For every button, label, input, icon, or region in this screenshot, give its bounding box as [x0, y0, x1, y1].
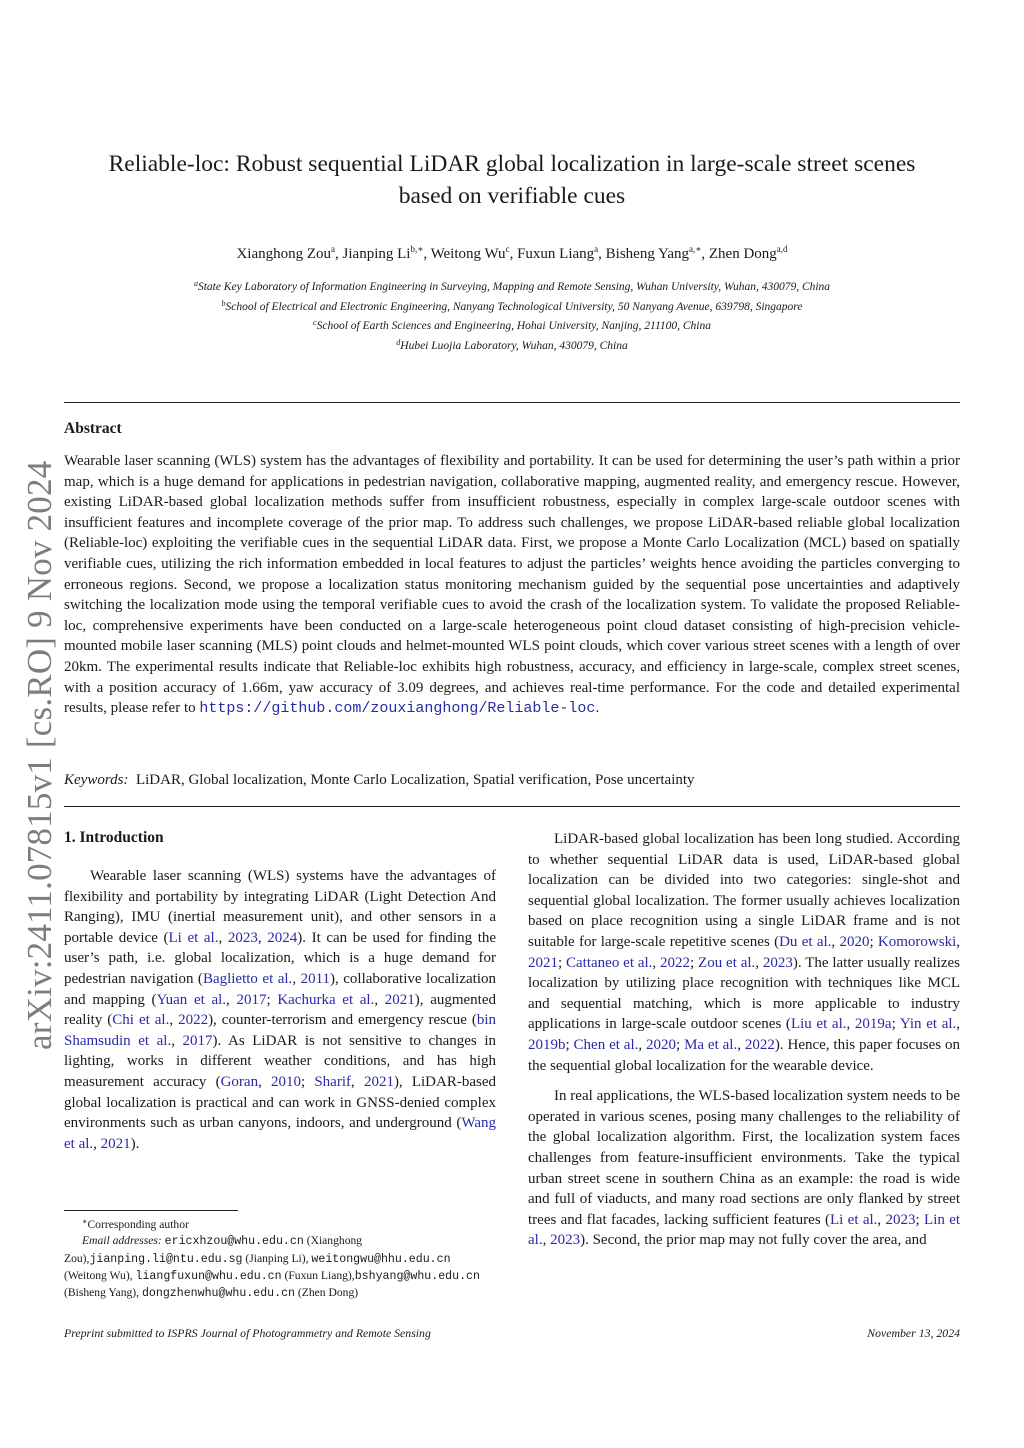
author-name: Zhen Dong: [708, 246, 777, 262]
author-affiliation-mark: a,d: [776, 244, 788, 254]
citation-link[interactable]: 2010: [271, 1073, 301, 1090]
footnote: [64, 1214, 496, 1302]
affiliation-text: State Key Laboratory of Information Engineering in Surveying, Mapping and Remote Sensing, Wuhan University, Wuhan, 430079, China: [197, 281, 831, 293]
email-address[interactable]: dongzhenwhu@whu.edu.cn: [141, 1287, 296, 1301]
citation-link[interactable]: Cattaneo et al.: [566, 954, 653, 971]
citation-link[interactable]: Chi et al.: [112, 1012, 170, 1029]
corresponding-mark: ∗: [82, 1217, 88, 1226]
citation-link[interactable]: Yuan et al.: [156, 991, 227, 1008]
email-owner: (Bisheng Yang),: [64, 1286, 142, 1300]
citation-link[interactable]: 2017: [182, 1032, 213, 1049]
citation-link[interactable]: Komorowski: [877, 933, 957, 950]
affiliation-line: [64, 335, 960, 355]
affiliation-mark: c: [313, 318, 317, 327]
email-address[interactable]: liangfuxun@whu.edu.cn: [135, 1269, 282, 1283]
citation-link[interactable]: 2024: [267, 929, 298, 946]
citation-link[interactable]: 2023: [227, 929, 258, 946]
citation-link[interactable]: 2019b: [528, 1036, 566, 1053]
author-affiliation-mark: a: [331, 244, 336, 254]
citation-link[interactable]: Sharif: [314, 1073, 352, 1090]
abstract-body: [64, 451, 960, 720]
email-address[interactable]: bshyang@whu.edu.cn: [354, 1269, 480, 1283]
author-name: Xianghong Zou: [236, 246, 332, 262]
email-owner: (Xianghong Zou),: [64, 1234, 363, 1265]
author-name: Weitong Wu: [430, 246, 506, 262]
email-addresses: [64, 1233, 496, 1302]
citation-link[interactable]: Baglietto et al.: [202, 970, 293, 987]
citation-link[interactable]: 2023: [762, 954, 793, 971]
email-owner: (Fuxun Liang),: [281, 1268, 355, 1282]
right-column: [528, 829, 960, 1251]
citation-link[interactable]: Kachurka et al.: [277, 991, 375, 1008]
citation-link[interactable]: Ma et al.: [684, 1036, 738, 1053]
citation-link[interactable]: 2021: [384, 991, 415, 1008]
code-repository-link[interactable]: https://github.com/zouxianghong/Reliable-loc: [199, 700, 596, 718]
citation-link[interactable]: Liu et al.: [790, 1016, 847, 1033]
affiliation-mark: b: [221, 298, 226, 308]
citation-link[interactable]: 2021: [100, 1135, 131, 1152]
paper-title: [64, 148, 960, 212]
email-owner: (Weitong Wu),: [64, 1268, 136, 1282]
email-label: Email addresses:: [82, 1234, 165, 1248]
author-affiliation-mark: c: [505, 244, 510, 254]
title-line-2: based on verifiable cues: [398, 183, 626, 209]
citation-link[interactable]: 2022: [660, 954, 691, 971]
author-list: Xianghong Zou$^a$, Jianping $Li^{b,∗}$, Weitong Wu$^c$, Fuxun Liang$^a$, Bisheng Yang$^{a,∗}$, Zhen Dong$^{a,d}$: [236, 244, 788, 262]
citation-link[interactable]: 2022: [178, 1012, 209, 1029]
title-line-1: Reliable-loc: Robust sequential LiDAR global localization in large-scale street scenes: [108, 151, 916, 177]
footnote-rule: [64, 1210, 238, 1211]
author-name: Jianping Li: [342, 246, 411, 262]
email-address[interactable]: jianping.li@ntu.edu.sg: [89, 1252, 243, 1266]
affiliation-line: [64, 276, 960, 296]
author-name: Bisheng Yang: [605, 246, 690, 262]
corresponding-author-label: Corresponding author: [87, 1218, 189, 1231]
citation-link[interactable]: Lin et al.: [528, 1211, 961, 1249]
affiliation-mark: d: [396, 337, 401, 347]
arxiv-identifier-stamp: arXiv:2411.07815v1 [cs.RO] 9 Nov 2024: [20, 460, 59, 1050]
citation-link[interactable]: 2020: [646, 1036, 677, 1053]
citation-link[interactable]: 2011: [300, 970, 331, 987]
email-address[interactable]: weitongwu@hhu.edu.cn: [311, 1252, 451, 1266]
citation-link[interactable]: Zou et al.: [698, 954, 756, 971]
keywords-text: LiDAR, Global localization, Monte Carlo Localization, Spatial verification, Pose uncertainty: [135, 772, 695, 788]
abstract-heading: Abstract: [64, 420, 122, 437]
affiliation-line: [64, 315, 960, 335]
citation-link[interactable]: 2023: [550, 1232, 581, 1249]
citation-link[interactable]: 2020: [839, 933, 870, 950]
citation-link[interactable]: 2021: [528, 954, 558, 971]
email-owner: (Zhen Dong): [295, 1286, 359, 1300]
affiliation-list: [64, 276, 960, 354]
keywords: [64, 770, 960, 790]
email-address[interactable]: ericxhzou@whu.edu.cn: [164, 1235, 304, 1249]
intro-paragraph-2: LiDAR-based global localization has been long studied. According to whether sequential LiDAR data is used, LiDAR-based global localization can be divided into two categories: single-shot and sequential global localization. The former usually achieves localization based on place recognition using a single LiDAR frame and is not suitable for large-scale repetitive scenes (Du et al., 2020; Komorowski, 2021; Cattaneo et al., 2022; Zou et al., 2023). The latter usually realizes localization by utilizing place recognition with techniques like MCL and sequential matching, which is more applicable to industry applications in large-scale outdoor scenes (Liu et al., 2019a; Yin et al., 2019b; Chen et al., 2020; Ma et al., 2022). Hence, this paper focuses on the sequential global localization for the wearable device.: [528, 831, 961, 1074]
author-affiliation-mark: b,∗: [410, 244, 424, 254]
citation-link[interactable]: Wang et al.: [64, 1115, 496, 1152]
affiliation-line: [64, 296, 960, 316]
citation-link[interactable]: Yin et al.: [899, 1016, 957, 1033]
author-affiliation-mark: a,∗: [689, 244, 702, 254]
abstract-text: Wearable laser scanning (WLS) system has the advantages of flexibility and portability. It can be used for determining the user’s path within a prior map, which is a huge demand for applications in pedestrian navigation, collaborative mapping, augmented reality, and emergency rescue. However, existing LiDAR-based global localization methods suffer from insufficient robustness, especially in complex large-scale outdoor scenes with insufficient features and incomplete coverage of the prior map. To address such challenges, we propose LiDAR-based reliable global localization (Reliable-loc) exploiting the verifiable cues in the sequential LiDAR data. First, we propose a Monte Carlo Localization (MCL) based on spatially verifiable cues, utilizing the rich information embedded in local features to adjust the particles’ weights hence avoiding the particles converging to erroneous regions. Second, we propose a localization status monitoring mechanism guided by the sequential pose uncertainties and adaptively switching the localization mode using the temporal verifiable cues to avoid the crash of the localization system. To validate the proposed Reliable-loc, comprehensive experiments have been conducted on a large-scale heterogeneous point cloud dataset consisting of high-precision vehicle-mounted mobile laser scanning (MLS) point clouds and helmet-mounted WLS point clouds, which cover various street scenes with a length of over 20km. The experimental results indicate that Reliable-loc exhibits high robustness, accuracy, and efficiency in large-scale, complex street scenes, with a position accuracy of 1.66m, yaw accuracy of 3.09 degrees, and achieves real-time performance. For the code and detailed experimental results, please refer to: [64, 453, 960, 717]
citation-link[interactable]: 2023: [885, 1211, 916, 1228]
abstract-bottom-rule: [64, 806, 960, 807]
affiliation-mark: a: [193, 279, 198, 288]
citation-link[interactable]: Goran: [220, 1073, 259, 1090]
citation-link[interactable]: Du et al.: [779, 933, 832, 950]
citation-link[interactable]: Li et al.: [830, 1211, 878, 1228]
footer-journal: Preprint submitted to ISPRS Journal of Photogrammetry and Remote Sensing: [64, 1326, 431, 1340]
footer-date: November 13, 2024: [867, 1326, 960, 1340]
affiliation-text: School of Electrical and Electronic Engineering, Nanyang Technological University, 50 Nanyang Avenue, 639798, Singapore: [225, 300, 803, 313]
citation-link[interactable]: 2021: [363, 1073, 394, 1090]
abstract-end: .: [595, 700, 600, 717]
intro-paragraph-1: Wearable laser scanning (WLS) systems have the advantages of flexibility and portability by integrating LiDAR (Light Detection And Ranging), IMU (inertial measurement unit), and other sensors in a portable device (Li et al., 2023, 2024). It can be used for finding the user’s path, i.e. global localization, which is a huge demand for pedestrian navigation (Baglietto et al., 2011), collaborative localization and mapping (Yuan et al., 2017; Kachurka et al., 2021), augmented reality (Chi et al., 2022), counter-terrorism and emergency rescue (bin Shamsudin et al., 2017). As LiDAR is not sensitive to changes in lighting, works in different weather conditions, and has high measurement accuracy (Goran, 2010; Sharif, 2021), LiDAR-based global localization is practical and can work in GNSS-denied complex environments such as urban canyons, indoors, and underground (Wang et al., 2021).: [64, 868, 497, 1152]
affiliation-text: Hubei Luojia Laboratory, Wuhan, 430079, China: [400, 339, 628, 352]
intro-paragraph-3: In real applications, the WLS-based localization system needs to be operated in various scenes, posing many challenges to the reliability of the global localization algorithm. First, the localization system faces challenges from feature-insufficient environments. Take the typical urban street scene in southern China as an example: the road is wide and full of viaducts, and many road sections are only flanked by street trees and flat facades, lacking sufficient features (Li et al., 2023; Lin et al., 2023). Second, the prior map may not fully cover the area, and: [528, 1088, 961, 1249]
citation-link[interactable]: 2022: [744, 1036, 775, 1053]
email-owner: (Jianping Li),: [242, 1251, 312, 1265]
corresponding-author-note: [64, 1214, 496, 1233]
author-name: Fuxun Liang: [517, 246, 595, 262]
citation-link[interactable]: Li et al.: [168, 929, 219, 946]
left-column: [64, 866, 496, 1154]
citation-link[interactable]: 2019a: [854, 1016, 892, 1033]
affiliation-text: School of Earth Sciences and Engineering, Hohai University, Nanjing, 211100, China: [316, 320, 711, 332]
abstract-top-rule: [64, 402, 960, 403]
citation-link[interactable]: Chen et al.: [573, 1036, 639, 1053]
citation-link[interactable]: bin Shamsudin et al.: [64, 1012, 497, 1049]
section-heading-introduction: 1. Introduction: [64, 829, 164, 846]
citation-link[interactable]: 2017: [236, 991, 267, 1008]
keywords-label: Keywords:: [64, 772, 129, 788]
author-affiliation-mark: a: [594, 244, 599, 254]
